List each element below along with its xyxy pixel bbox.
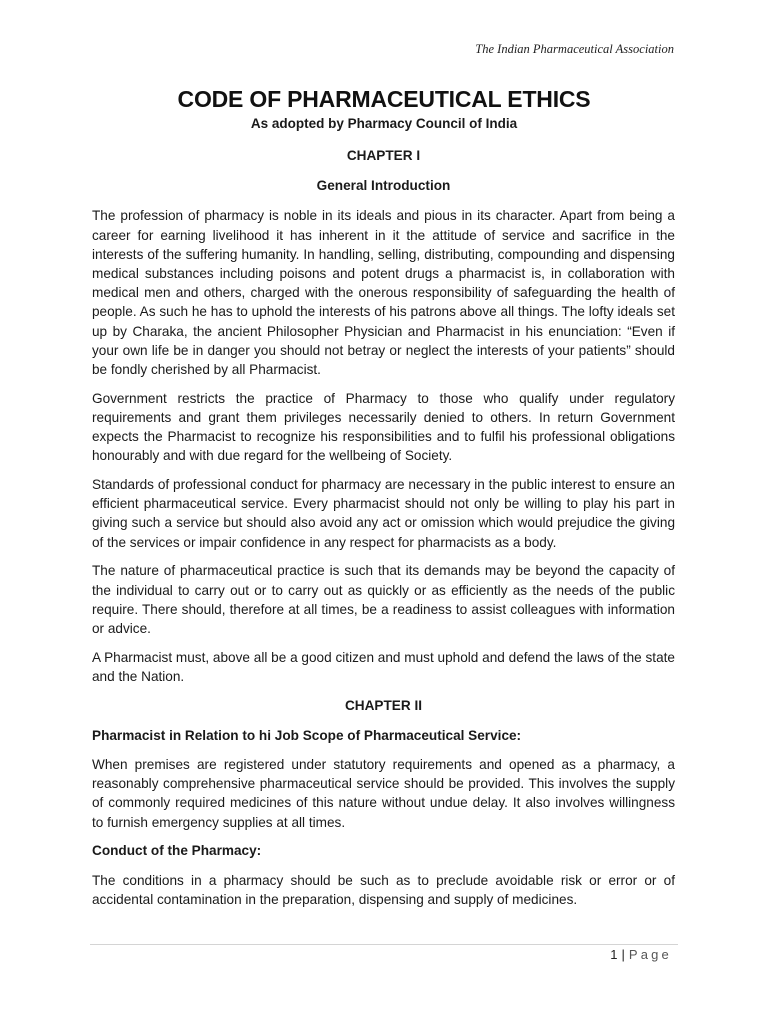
chapter-1-heading: General Introduction <box>316 178 451 194</box>
paragraph: Government restricts the practice of Pharmacy to those who qualify under regulatory requirements and grant them privileges necessarily denied to others. In return Government expects the Pharmacist to recognize his responsibilities and to fulfil his professional obligations honourably and with due regard for the wellbeing of Society. <box>92 390 675 464</box>
paragraph: When premises are registered under statutory requirements and opened as a pharmacy, a reasonably comprehensive pharmaceutical service should be provided. This involves the supply of commonly required medicines of this nature without undue delay. It also involves willingness to furnish emergency supplies at all times. <box>92 756 675 830</box>
page-label: Page <box>628 947 672 962</box>
page-number: 1 <box>610 947 618 962</box>
chapter-2-heading: Pharmacist in Relation to hi Job Scope of Pharmaceutical Service: <box>92 727 522 743</box>
document-body <box>92 146 675 918</box>
conduct-heading: Conduct of the Pharmacy: <box>92 843 262 859</box>
running-header: The Indian Pharmaceutical Association <box>475 42 674 56</box>
chapter-1-label: CHAPTER I <box>346 148 421 163</box>
paragraph: A Pharmacist must, above all be a good citizen and must uphold and defend the laws of the state and the Nation. <box>92 649 675 684</box>
paragraph: The nature of pharmaceutical practice is such that its demands may be beyond the capacity of the individual to carry out or to carry out as quickly or as efficiently as the needs of the public require. There should, therefore at all times, be a readiness to assist colleagues with information or advice. <box>92 563 675 636</box>
document-title: CODE OF PHARMACEUTICAL ETHICS <box>177 86 591 112</box>
paragraph: Standards of professional conduct for pharmacy are necessary in the public interest to ensure an efficient pharmaceutical service. Every pharmacist should not only be willing to play his part in giving such a service but should also avoid any act or omission which would prejudice the giving of the services or impair confidence in any respect for pharmacists as a body. <box>92 477 675 550</box>
footer-separator: | <box>621 947 625 962</box>
footer-divider <box>90 944 678 945</box>
chapter-2-label: CHAPTER II <box>344 697 423 713</box>
paragraph: The profession of pharmacy is noble in its ideals and pious in its character. Apart from being a career for earning livelihood it has inherent in it the attitude of service and sacrifice in the interests of the suffering humanity. In handling, selling, distributing, compounding and dispensing medical substances including poisons and potent drugs a pharmacist is, in collaboration with medical men and others, charged with the onerous responsibility of safeguarding the health of people. As such he has to uphold the interests of his patrons above all things. The lofty ideals set up by Charaka, the ancient Philosopher Physician and Pharmacist in his enunciation: “Even if your own life be in danger you should not betray or neglect the interests of your patients” should be fondly cherished by all Pharmacist. <box>92 208 675 378</box>
page-footer <box>610 947 672 962</box>
paragraph: The conditions in a pharmacy should be such as to preclude avoidable risk or error or of accidental contamination in the preparation, dispensing and supply of medicines. <box>92 872 675 907</box>
document-subtitle: As adopted by Pharmacy Council of India <box>250 116 518 131</box>
